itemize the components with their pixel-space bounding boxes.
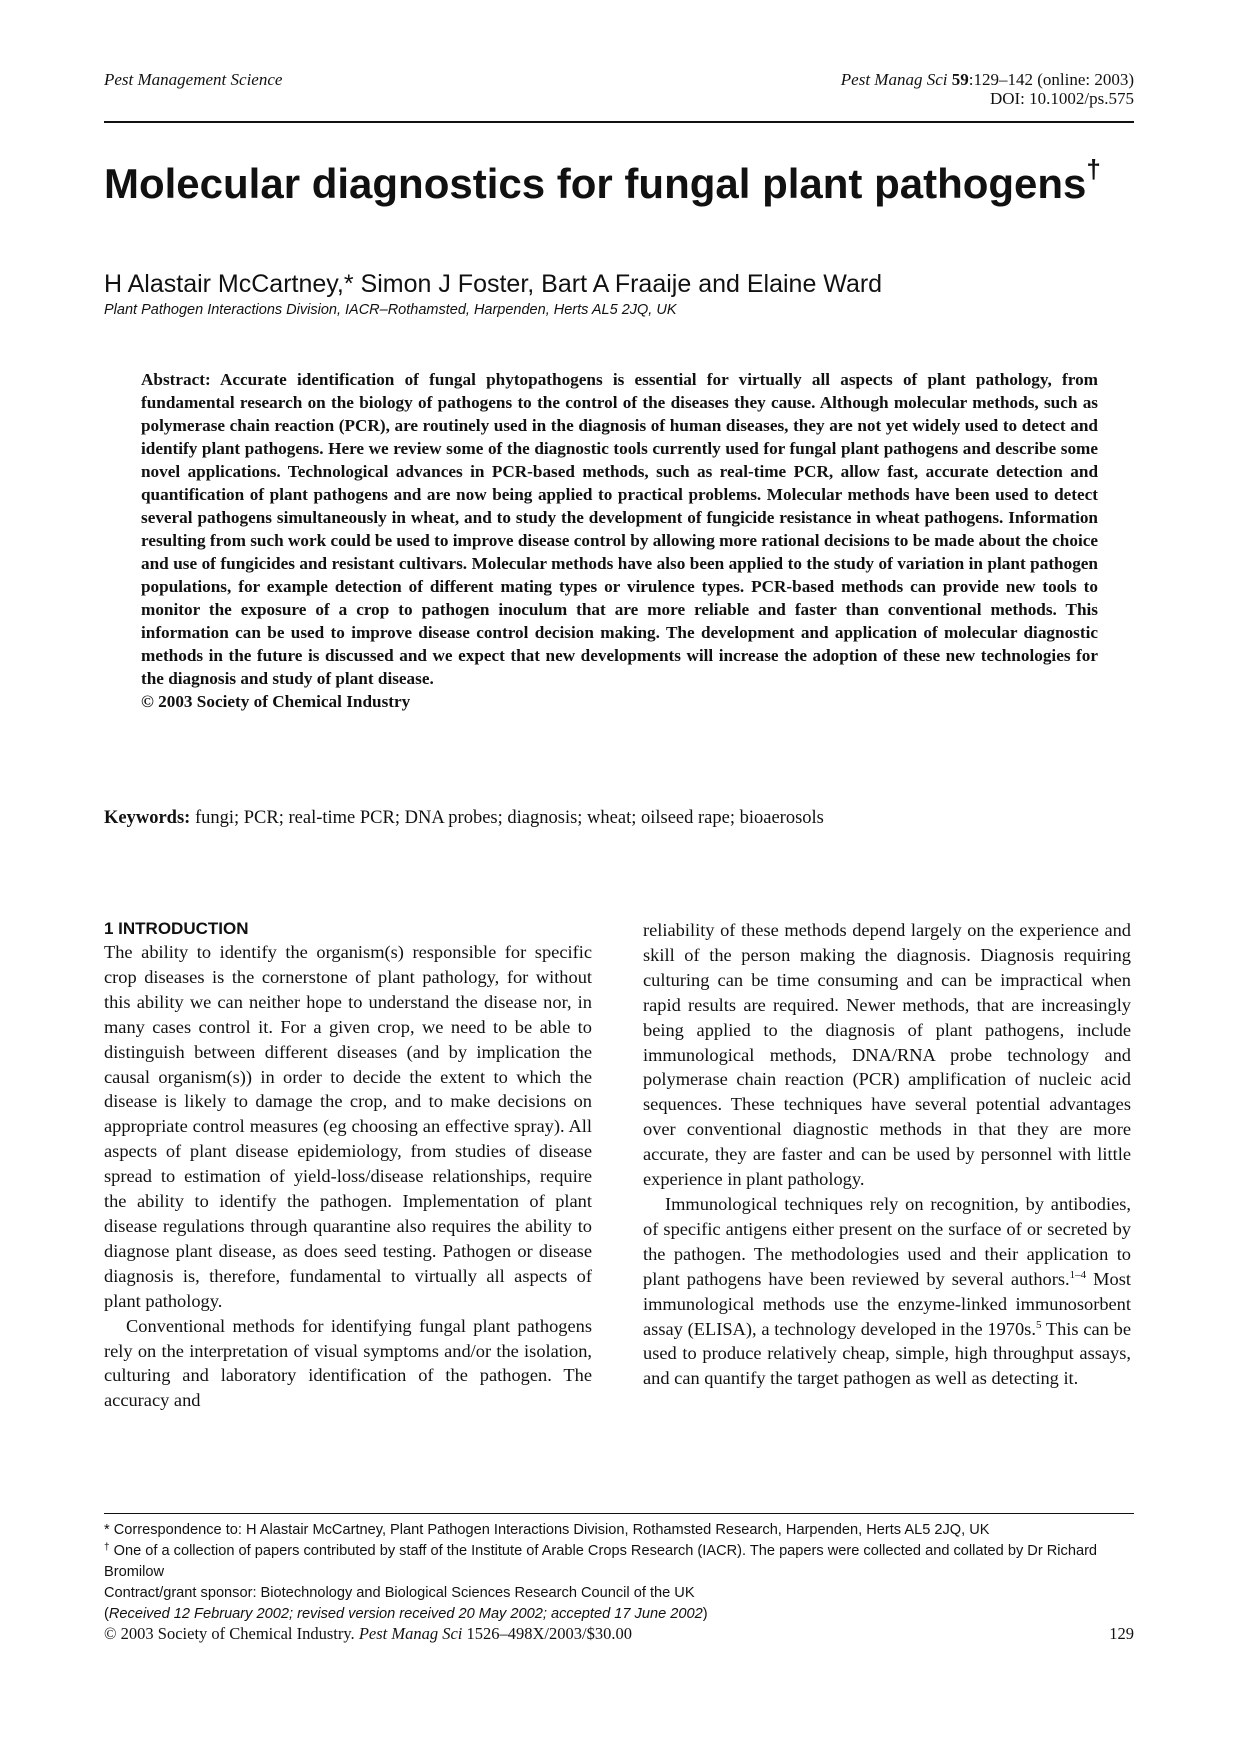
keywords-text: fungi; PCR; real-time PCR; DNA probes; diagnosis; wheat; oilseed rape; bioaerosols	[194, 808, 824, 828]
article-title	[104, 154, 1134, 208]
received-dates: Received 12 February 2002; revised version received 20 May 2002; accepted 17 June 2002	[108, 1606, 703, 1622]
footnote-grant: Contract/grant sponsor: Biotechnology and Biological Sciences Research Council of the UK	[104, 1585, 695, 1601]
abstract-text: Abstract: Accurate identification of fungal phytopathogens is essential for virtually all aspects of plant pathology, from fundamental research on the biology of pathogens to the control of the diseases they cause. Although molecular methods, such as polymerase chain reaction (PCR), are routinely used in the diagnosis of human diseases, they are not yet widely used to detect and identify plant pathogens. Here we review some of the diagnostic tools currently used for fungal plant pathogens and describe some novel applications. Technological advances in PCR-based methods, such as real-time PCR, allow fast, accurate detection and quantification of plant pathogens and are now being applied to practical problems. Molecular methods have been used to detect several pathogens simultaneously in wheat, and to study the development of fungicide resistance in wheat pathogens. Information resulting from such work could be used to improve disease control by allowing more rational decisions to be made about the choice and use of fungicides and resistant cultivars. Molecular methods have also been applied to the study of variation in plant pathogen populations, for example detection of different mating types or virulence types. PCR-based methods can provide new tools to monitor the exposure of a crop to pathogen inoculum that are more reliable and faster than conventional methods. This information can be used to improve disease control decision making. The development and application of molecular diagnostic methods in the future is discussed and we expect that new developments will increase the adoption of these new technologies for the diagnosis and study of plant disease.	[141, 370, 1098, 688]
abstract	[141, 368, 1098, 713]
running-header-citation	[841, 70, 1134, 108]
citation-ref[interactable]: 5	[1035, 1318, 1042, 1331]
article-title-text: Molecular diagnostics for fungal plant pathogens	[104, 160, 1087, 207]
paragraph-text: Most immunological methods use the enzyme-linked immunosorbent assay (ELISA), a technology developed in the 1970s.	[643, 1268, 1131, 1339]
paragraph: The ability to identify the organism(s) responsible for specific crop diseases is the cornerstone of plant pathology, for without this ability we can neither hope to understand the disease nor, in many cases control it. For a given crop, we need to be able to distinguish between different diseases (and by implication the causal organism(s)) in order to decide the extent to which the disease is likely to damage the crop, and to make decisions on appropriate control measures (eg choosing an effective spray). All aspects of plant disease epidemiology, from studies of disease spread to estimation of yield-loss/disease relationships, require the ability to identify the pathogen. Implementation of plant disease regulations through quarantine also requires the ability to diagnose plant disease, as does seed testing. Pathogen or disease diagnosis is, therefore, fundamental to virtually all aspects of plant pathology.	[104, 942, 592, 1311]
running-header-journal: Pest Management Science	[104, 70, 283, 89]
header-divider	[104, 121, 1134, 123]
footnotes	[104, 1520, 1134, 1625]
keywords	[104, 808, 824, 829]
footnote-collection-text: One of a collection of papers contributed by staff of the Institute of Arable Crops Research (IACR). The papers were collected and collated by Dr Richard Bromilow	[104, 1543, 1098, 1580]
page-number: 129	[1109, 1624, 1134, 1643]
author-list: H Alastair McCartney,* Simon J Foster, Bart A Fraaije and Elaine Ward	[104, 270, 883, 298]
footnote-divider	[104, 1513, 1134, 1514]
footer-issn-price: 1526–498X/2003/$30.00	[466, 1624, 632, 1643]
section-heading-introduction: 1 INTRODUCTION	[104, 919, 249, 938]
paragraph-text: This can be used to produce relatively cheap, simple, high throughput assays, and can quantify the target pathogen as well as detecting it.	[643, 1318, 1131, 1389]
body-column-right	[643, 918, 1131, 1391]
citation-volume: 59	[951, 70, 969, 89]
citation-pages: :129–142 (online: 2003)	[968, 70, 1134, 89]
footer-journal-abbrev: Pest Manag Sci	[358, 1624, 463, 1643]
citation-ref[interactable]: 1–4	[1069, 1268, 1087, 1281]
paragraph: reliability of these methods depend largely on the experience and skill of the person making the diagnosis. Diagnosis requiring culturing can be time consuming and can be impractical when rapid results are required. Newer methods, that are increasingly being applied to the diagnosis of plant pathogens, include immunological methods, DNA/RNA probe technology and polymerase chain reaction (PCR) amplification of nucleic acid sequences. These techniques have several potential advantages over conventional diagnostic methods in that they are more accurate, they are faster and can be used by personnel with little experience in plant pathology.	[643, 920, 1131, 1190]
title-dagger-mark: †	[1086, 154, 1101, 184]
page-footer-copyright	[104, 1624, 632, 1644]
paragraph: Conventional methods for identifying fungal plant pathogens rely on the interpretation of visual symptoms and/or the isolation, culturing and laboratory identification of the pathogen. The accuracy and	[104, 1315, 592, 1411]
citation-journal-abbrev: Pest Manag Sci	[840, 70, 948, 89]
keywords-label: Keywords:	[104, 808, 191, 828]
abstract-copyright: © 2003 Society of Chemical Industry	[141, 692, 411, 711]
footer-copyright: © 2003 Society of Chemical Industry.	[104, 1624, 355, 1643]
paragraph-text: Immunological techniques rely on recognition, by antibodies, of specific antigens either present on the surface of or secreted by the pathogen. The methodologies used and their application to plant pathogens have been reviewed by several authors.	[643, 1193, 1131, 1289]
body-column-left	[104, 918, 592, 1413]
footnote-received: (Received 12 February 2002; revised version received 20 May 2002; accepted 17 June 2002)	[104, 1606, 708, 1622]
paragraph	[643, 1192, 1131, 1391]
author-affiliation: Plant Pathogen Interactions Division, IACR–Rothamsted, Harpenden, Herts AL5 2JQ, UK	[104, 302, 677, 318]
dagger-mark: †	[104, 1542, 110, 1553]
footnote-correspondence: * Correspondence to: H Alastair McCartney, Plant Pathogen Interactions Division, Rothamsted Research, Harpenden, Herts AL5 2JQ, UK	[104, 1522, 990, 1538]
doi: DOI: 10.1002/ps.575	[989, 89, 1134, 108]
footnote-collection	[104, 1541, 1134, 1583]
